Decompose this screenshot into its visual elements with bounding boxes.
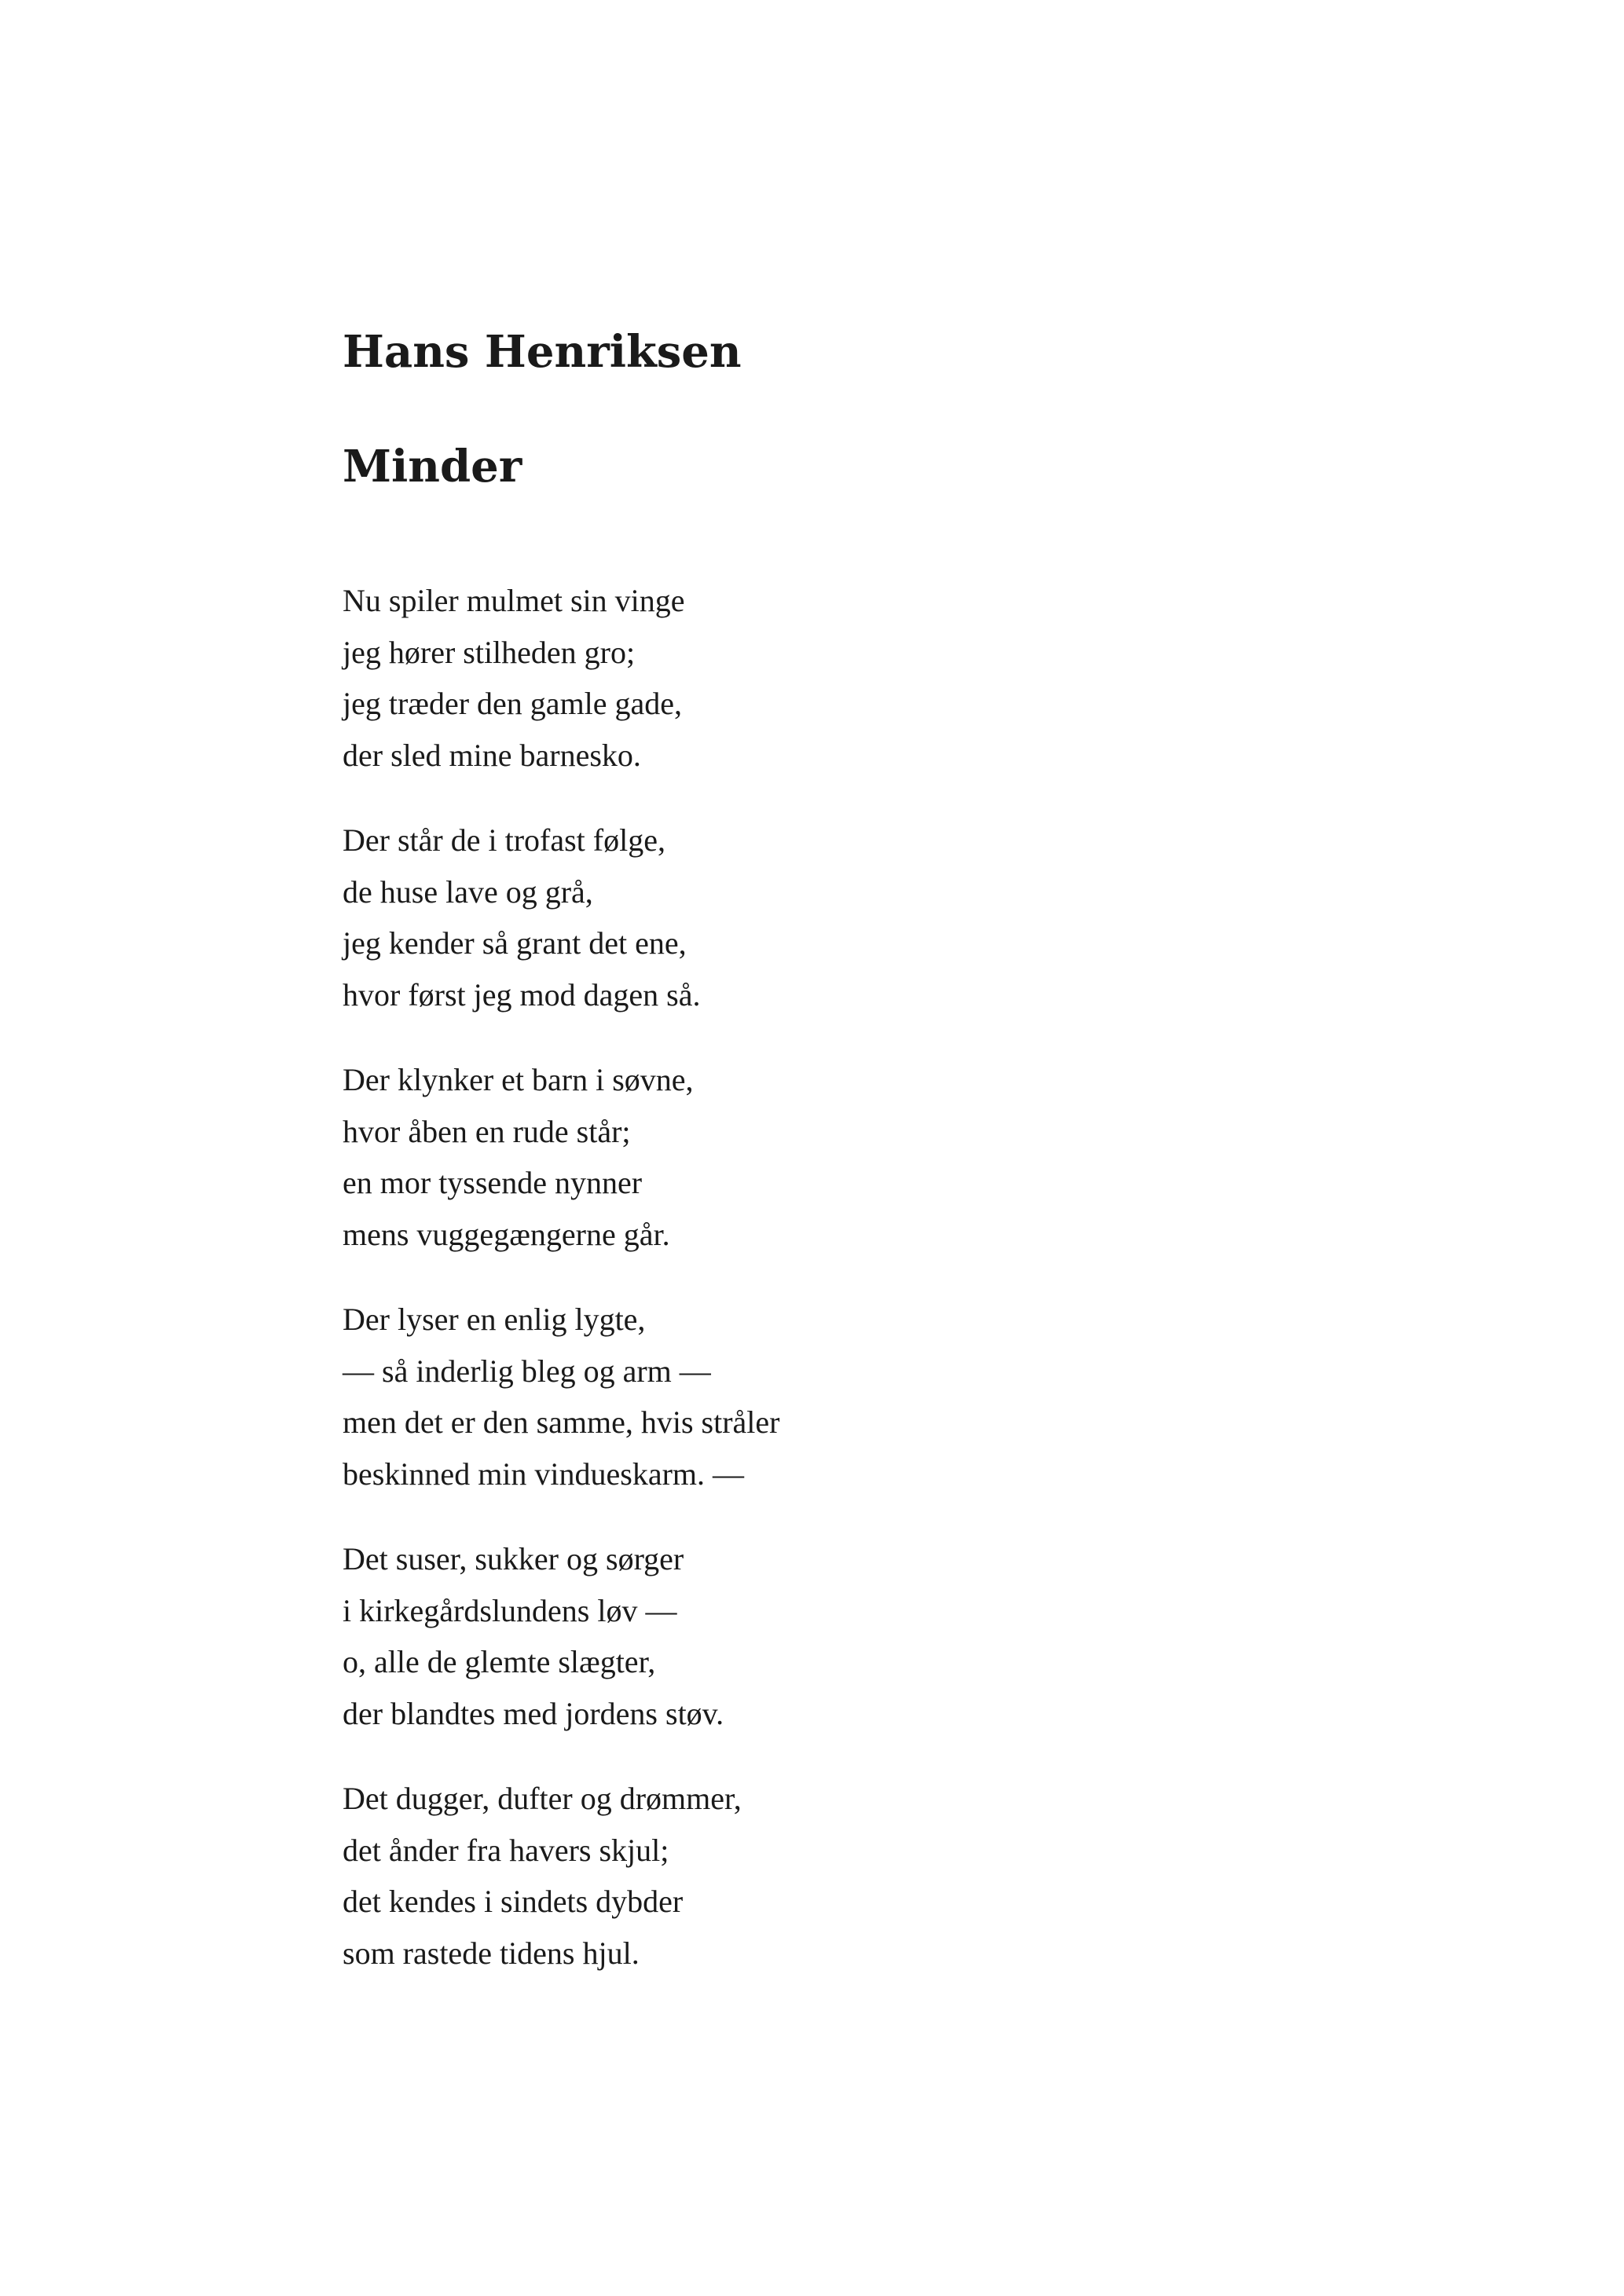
author-heading: Hans Henriksen [343,326,742,378]
poem-line: — så inderlig bleg og arm — [343,1353,711,1389]
poem-line: det ånder fra havers skjul; [343,1832,669,1868]
poem-line: o, alle de glemte slægter, [343,1644,656,1679]
poem-line: jeg kender så grant det ene, [343,925,687,961]
poem-line: hvor åben en rude står; [343,1113,631,1149]
poem-line: i kirkegårdslundens løv — [343,1592,677,1628]
stanza [343,1773,1443,1979]
poem-line: som rastede tidens hjul. [343,1935,640,1971]
poem-line: jeg hører stilheden gro; [343,634,636,670]
poem-line: en mor tyssende nynner [343,1165,643,1200]
poem-line: Der står de i trofast følge, [343,822,665,858]
poem-line: der sled mine barnesko. [343,737,641,773]
poem-title: Minder [343,441,522,493]
poem-line: Det suser, sukker og sørger [343,1541,684,1576]
poem-line: beskinned min vindueskarm. — [343,1456,745,1492]
poem-line: jeg træder den gamle gade, [343,686,683,721]
poem-line: Nu spiler mulmet sin vinge [343,583,685,618]
poem-line: hvor først jeg mod dagen så. [343,976,701,1013]
poem-line: mens vuggegængerne går. [343,1216,670,1252]
poem-line: de huse lave og grå, [343,873,593,910]
poem-line: Der klynker et barn i søvne, [343,1062,694,1097]
poem-line: der blandtes med jordens støv. [343,1695,724,1731]
stanza [343,1054,1443,1260]
stanza [343,575,1443,781]
stanza [343,1294,1443,1500]
poem-line: men det er den samme, hvis stråler [343,1404,780,1440]
poem-page [343,310,1443,2012]
stanza [343,1533,1443,1739]
poem-body [343,575,1443,1979]
stanza [343,815,1443,1020]
poem-line: Det dugger, dufter og drømmer, [343,1781,742,1816]
poem-line: det kendes i sindets dybder [343,1884,684,1919]
poem-line: Der lyser en enlig lygte, [343,1302,646,1337]
